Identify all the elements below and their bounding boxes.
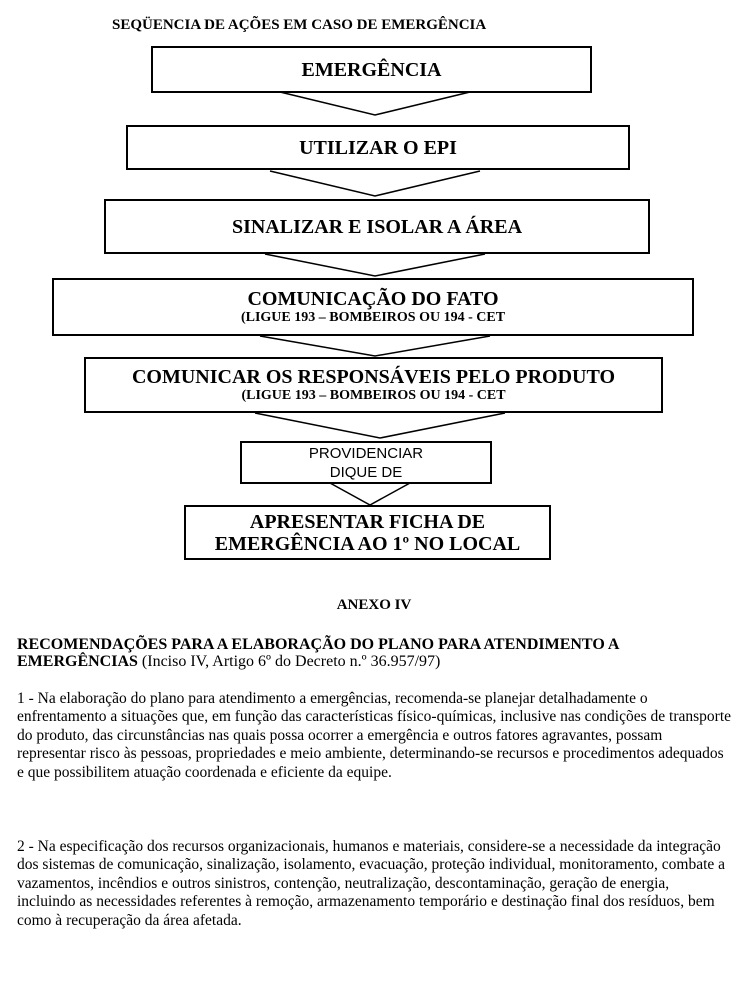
step-sinalizar	[104, 199, 650, 254]
arrow-6	[330, 483, 410, 505]
step-emergencia	[151, 46, 592, 93]
step-comunicacao-fato-label: COMUNICAÇÃO DO FATO	[247, 288, 499, 310]
step-utilizar-epi-label: UTILIZAR O EPI	[299, 136, 457, 159]
step-apresentar-ficha	[184, 505, 551, 560]
arrow-4	[260, 336, 490, 356]
step-utilizar-epi	[126, 125, 630, 170]
annex-heading	[17, 636, 729, 670]
annex-heading-line2: EMERGÊNCIAS	[17, 653, 138, 670]
step-sinalizar-label: SINALIZAR E ISOLAR A ÁREA	[231, 215, 523, 238]
step-providenciar-dique	[240, 441, 492, 484]
step-comunicar-responsaveis	[84, 357, 663, 413]
step-comunicacao-fato-sub: (LIGUE 193 – BOMBEIROS OU 194 - CET	[240, 310, 506, 325]
step-comunicar-responsaveis-label: COMUNICAR OS RESPONSÁVEIS PELO PRODUTO	[131, 366, 616, 388]
step-apresentar-ficha-line2: EMERGÊNCIA AO 1º NO LOCAL	[214, 532, 521, 555]
step-emergencia-label: EMERGÊNCIA	[301, 58, 442, 81]
annex-paragraph-2: 2 - Na especificação dos recursos organizacionais, humanos e materiais, considere-se a necessidade da integração dos sistemas de comunicação, sinalização, isolamento, evacuação, proteção individual, monitoramento, combate a vazamentos, incêndios e outros sinistros, contenção, neutralização, descontaminação, geração de energia, incluindo as necessidades referentes à remoção, armazenamento temporário e destinação final dos resíduos, bem como à recuperação da área afetada.	[17, 838, 726, 929]
flow-title: SEQÜENCIA DE AÇÕES EM CASO DE EMERGÊNCIA	[112, 17, 487, 33]
annex-paragraph-1: 1 - Na elaboração do plano para atendimento a emergências, recomenda-se planejar detalhadamente o enfrentamento a situações que, em função das características físico-químicas, inclusive nas condições de transporte do produto, das circunstâncias nas quais possa ocorrer a emergência e outros fatores agravantes, possam representar risco às pessoas, propriedades e meio ambiente, determinando-se recursos e procedimentos adequados e que possibilitem atuação coordenada e eficiente da equipe.	[17, 690, 732, 781]
annex-title: ANEXO IV	[336, 597, 412, 613]
arrow-5	[255, 413, 505, 438]
step-comunicacao-fato	[52, 278, 694, 336]
arrow-3	[265, 254, 485, 276]
step-comunicar-responsaveis-sub: (LIGUE 193 – BOMBEIROS OU 194 - CET	[241, 388, 506, 403]
annex-heading-ref: (Inciso IV, Artigo 6º do Decreto n.º 36.957/97)	[137, 653, 441, 670]
step-apresentar-ficha-line1: APRESENTAR FICHA DE	[249, 510, 486, 533]
arrow-2	[270, 171, 480, 196]
arrow-1	[280, 92, 470, 115]
step-providenciar-line2: DIQUE DE	[329, 463, 403, 481]
annex-heading-line1: RECOMENDAÇÕES PARA A ELABORAÇÃO DO PLANO PARA ATENDIMENTO A	[17, 636, 620, 653]
step-providenciar-line1: PROVIDENCIAR	[308, 444, 424, 462]
